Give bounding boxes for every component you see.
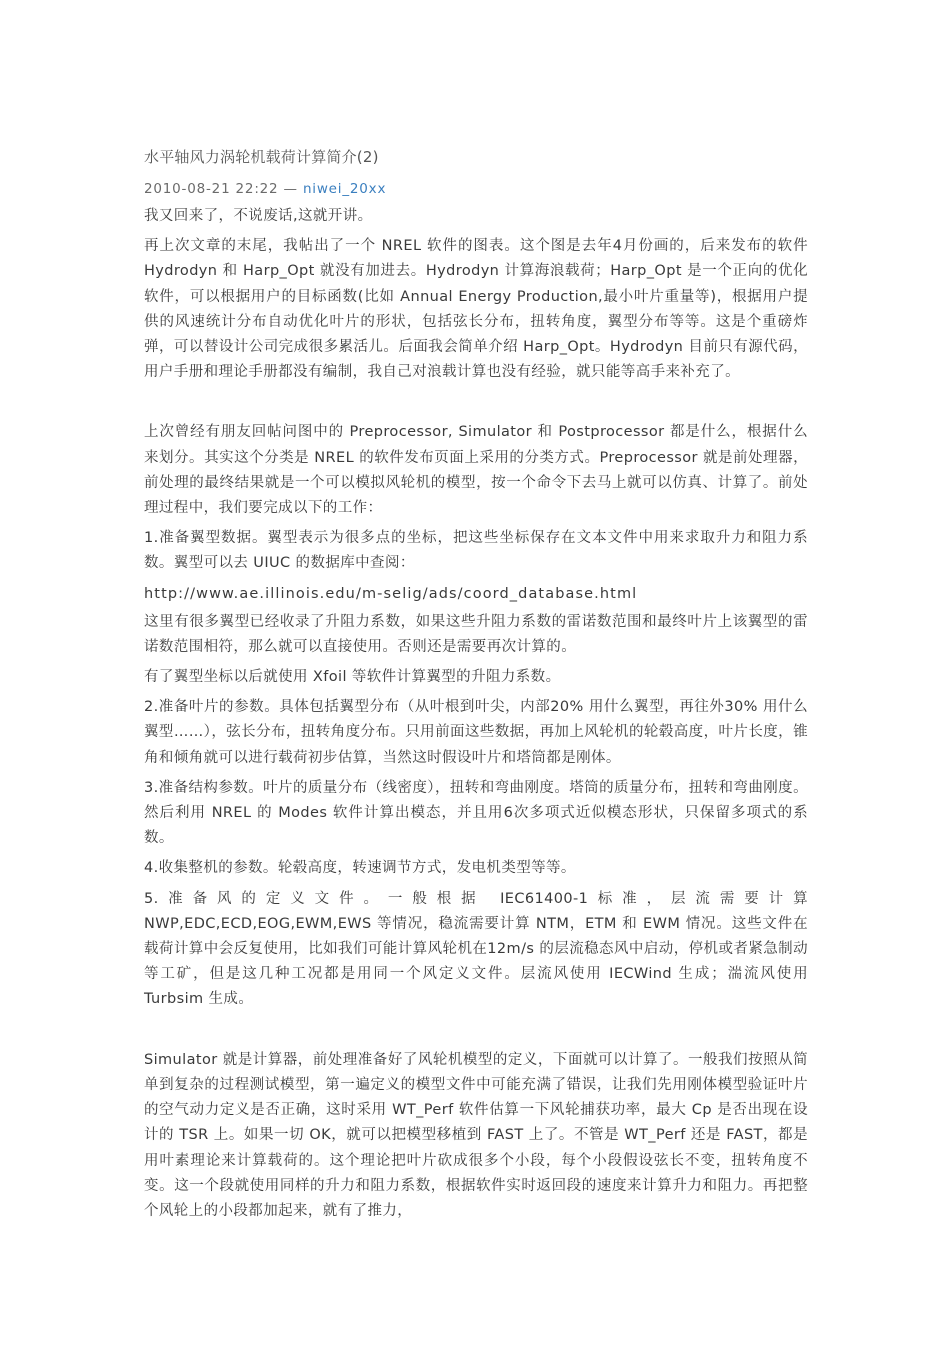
post-date: 2010-08-21 22:22 — [144, 181, 279, 197]
article-meta — [144, 179, 808, 199]
paragraph-gap — [144, 1018, 808, 1048]
article — [144, 146, 808, 1229]
list-item-airfoil: 1.准备翼型数据。翼型表示为很多点的坐标，把这些坐标保存在文本文件中用来求取升力和阻力系数。翼型可以去 UIUC 的数据库中查阅： — [144, 530, 808, 572]
paragraph-gap — [144, 390, 808, 420]
paragraph-nrel-software: 再上次文章的末尾，我帖出了一个 NREL 软件的图表。这个图是去年4月份画的，后来发布的软件 Hydrodyn 和 Harp_Opt 就没有加进去。Hydrodyn 计算海浪载荷；Harp_Opt 是一个正向的优化软件，可以根据用户的目标函数(比如 Annual Energy Production,最小叶片重量等)，根据用户提供的风速统计分布自动优化叶片的形状，包括弦长分布，扭转角度，翼型分布等等。这是个重磅炸弹，可以替设计公司完成很多累活儿。后面我会简单介绍 Harp_Opt。Hydrodyn 目前只有源代码，用户手册和理论手册都没有编制，我自己对浪载计算也没有经验，就只能等高手来补充了。 — [144, 238, 808, 381]
meta-separator: — — [278, 181, 303, 197]
uiuc-database-url: http://www.ae.illinois.edu/m-selig/ads/coord_database.html — [144, 585, 638, 602]
list-item-turbine: 4.收集整机的参数。轮毂高度，转速调节方式，发电机类型等等。 — [144, 860, 576, 877]
intro-paragraph: 我又回来了，不说废话,这就开讲。 — [144, 208, 373, 224]
list-item-structure: 3.准备结构参数。叶片的质量分布（线密度），扭转和弯曲刚度。塔筒的质量分布，扭转和弯曲刚度。然后利用 NREL 的 Modes 软件计算出模态，并且用6次多项式近似模态形状，只保留多项式的系数。 — [144, 779, 808, 847]
article-title: 水平轴风力涡轮机载荷计算简介(2) — [144, 148, 379, 166]
list-item-xfoil: 有了翼型坐标以后就使用 Xfoil 等软件计算翼型的升阻力系数。 — [144, 669, 561, 686]
list-item-blade: 2.准备叶片的参数。具体包括翼型分布（从叶根到叶尖，内部20% 用什么翼型，再往外30% 用什么翼型……），弦长分布，扭转角度分布。只用前面这些数据，再加上风轮机的轮毂高度，叶片长度，锥角和倾角就可以进行载荷初步估算，当然这时假设叶片和塔筒都是刚体。 — [144, 699, 808, 766]
list-item-airfoil-note: 这里有很多翼型已经收录了升阻力系数，如果这些升阻力系数的雷诺数范围和最终叶片上该翼型的雷诺数范围相符，那么就可以直接使用。否则还是需要再次计算的。 — [144, 613, 808, 655]
list-item-wind: 5.准备风的定义文件。一般根据 IEC61400-1标准，层流需要计算 NWP,EDC,ECD,EOG,EWM,EWS 等情况，稳流需要计算 NTM，ETM 和 EWM 情况。这些文件在载荷计算中会反复使用，比如我们可能计算风轮机在12m/s 的层流稳态风中启动，停机或者紧急制动等工矿，但是这几种工况都是用同一个风定义文件。层流风使用 IECWind 生成；湍流风使用 Turbsim 生成。 — [144, 890, 808, 1008]
paragraph-preprocessor: 上次曾经有朋友回帖问图中的 Preprocessor, Simulator 和 Postprocessor 都是什么，根据什么来划分。其实这个分类是 NREL 的软件发布页面上采用的分类方式。Preprocessor 就是前处理器，前处理的最终结果就是一个可以模拟风轮机的模型，按一个命令下去马上就可以仿真、计算了。前处理过程中，我们要完成以下的工作： — [144, 424, 808, 517]
paragraph-simulator: Simulator 就是计算器，前处理准备好了风轮机模型的定义，下面就可以计算了。一般我们按照从简单到复杂的过程测试模型，第一遍定义的模型文件中可能充满了错误，让我们先用刚体模型验证叶片的空气动力定义是否正确，这时采用 WT_Perf 软件估算一下风轮捕获功率，最大 Cp 是否出现在设计的 TSR 上。如果一切 OK，就可以把模型移植到 FAST 上了。不管是 WT_Perf 还是 FAST，都是用叶素理论来计算载荷的。这个理论把叶片砍成很多个小段，每个小段假设弦长不变，扭转角度不变。这一个段就使用同样的升力和阻力系数，根据软件实时返回段的速度来计算升力和阻力。再把整个风轮上的小段都加起来，就有了推力， — [144, 1051, 808, 1219]
author-link[interactable]: niwei_20xx — [302, 181, 387, 197]
